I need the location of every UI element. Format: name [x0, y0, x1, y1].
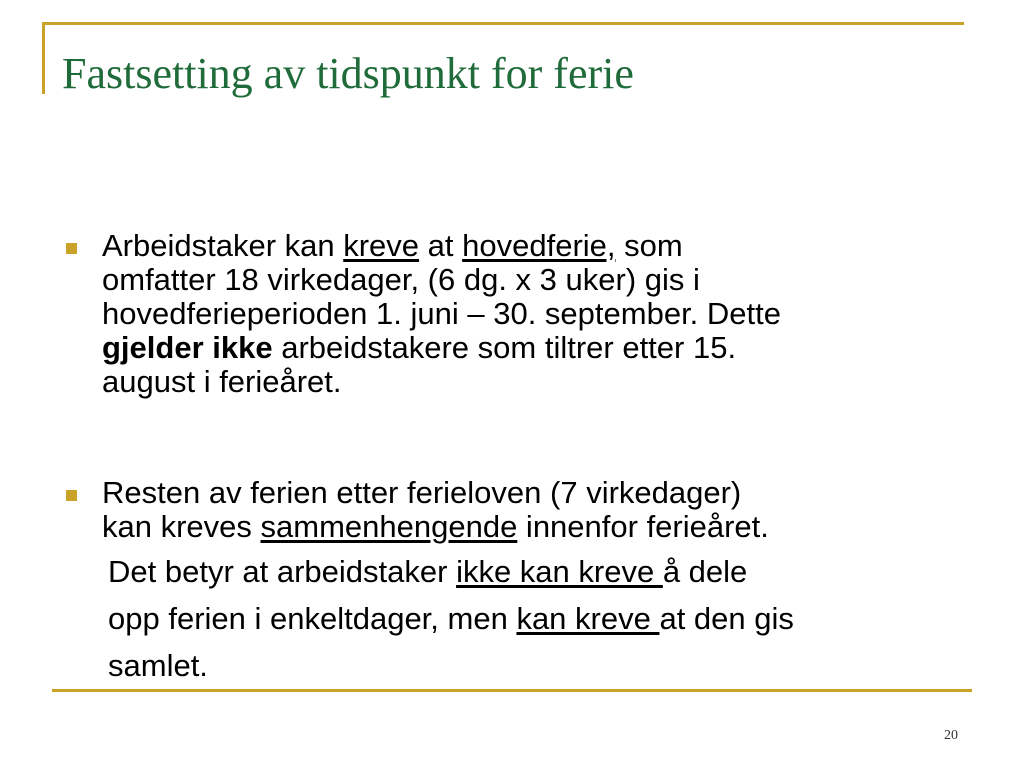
- bullet-1-text: [102, 229, 1002, 399]
- bullet-2-text: [102, 476, 1002, 689]
- underlined-hovedferie: hovedferie,: [462, 228, 616, 263]
- bullet-square-icon: [66, 243, 77, 254]
- bullet-2-line-2: kan kreves sammenhengende innenfor ferieåret.: [102, 509, 769, 544]
- bullet-1-line-4: gjelder ikke arbeidstakere som tiltrer etter 15.: [102, 330, 737, 365]
- underlined-sammenhengende: sammenhengende: [260, 509, 518, 544]
- bullet-square-icon: [66, 490, 77, 501]
- frame-bottom-rule: [52, 689, 972, 692]
- bullet-2-line-4: opp ferien i enkeltdager, men kan kreve at den gis: [108, 601, 794, 636]
- bullet-2-line-1: Resten av ferien etter ferieloven (7 virkedager): [102, 475, 742, 510]
- underlined-ikke-kan-kreve: ikke kan kreve: [456, 554, 663, 589]
- underlined-kan-kreve: kan kreve: [516, 601, 660, 636]
- bullet-2-line-3: Det betyr at arbeidstaker ikke kan kreve å dele: [108, 554, 748, 589]
- underlined-kreve: kreve: [343, 228, 420, 263]
- bullet-1-line-1: Arbeidstaker kan kreve at hovedferie, som: [102, 228, 683, 263]
- frame-left-rule: [42, 22, 45, 94]
- bullet-1-line-2: omfatter 18 virkedager, (6 dg. x 3 uker) gis i: [102, 262, 700, 297]
- page-number: 20: [944, 728, 958, 743]
- bullet-1-line-3: hovedferieperioden 1. juni – 30. september. Dette: [102, 296, 782, 331]
- bullet-1-line-5: august i ferieåret.: [102, 364, 342, 399]
- frame-top-rule: [42, 22, 964, 25]
- bullet-2-line-5: samlet.: [108, 648, 208, 683]
- slide-title: Fastsetting av tidspunkt for ferie: [62, 49, 634, 98]
- bold-gjelder-ikke: gjelder ikke: [102, 330, 273, 365]
